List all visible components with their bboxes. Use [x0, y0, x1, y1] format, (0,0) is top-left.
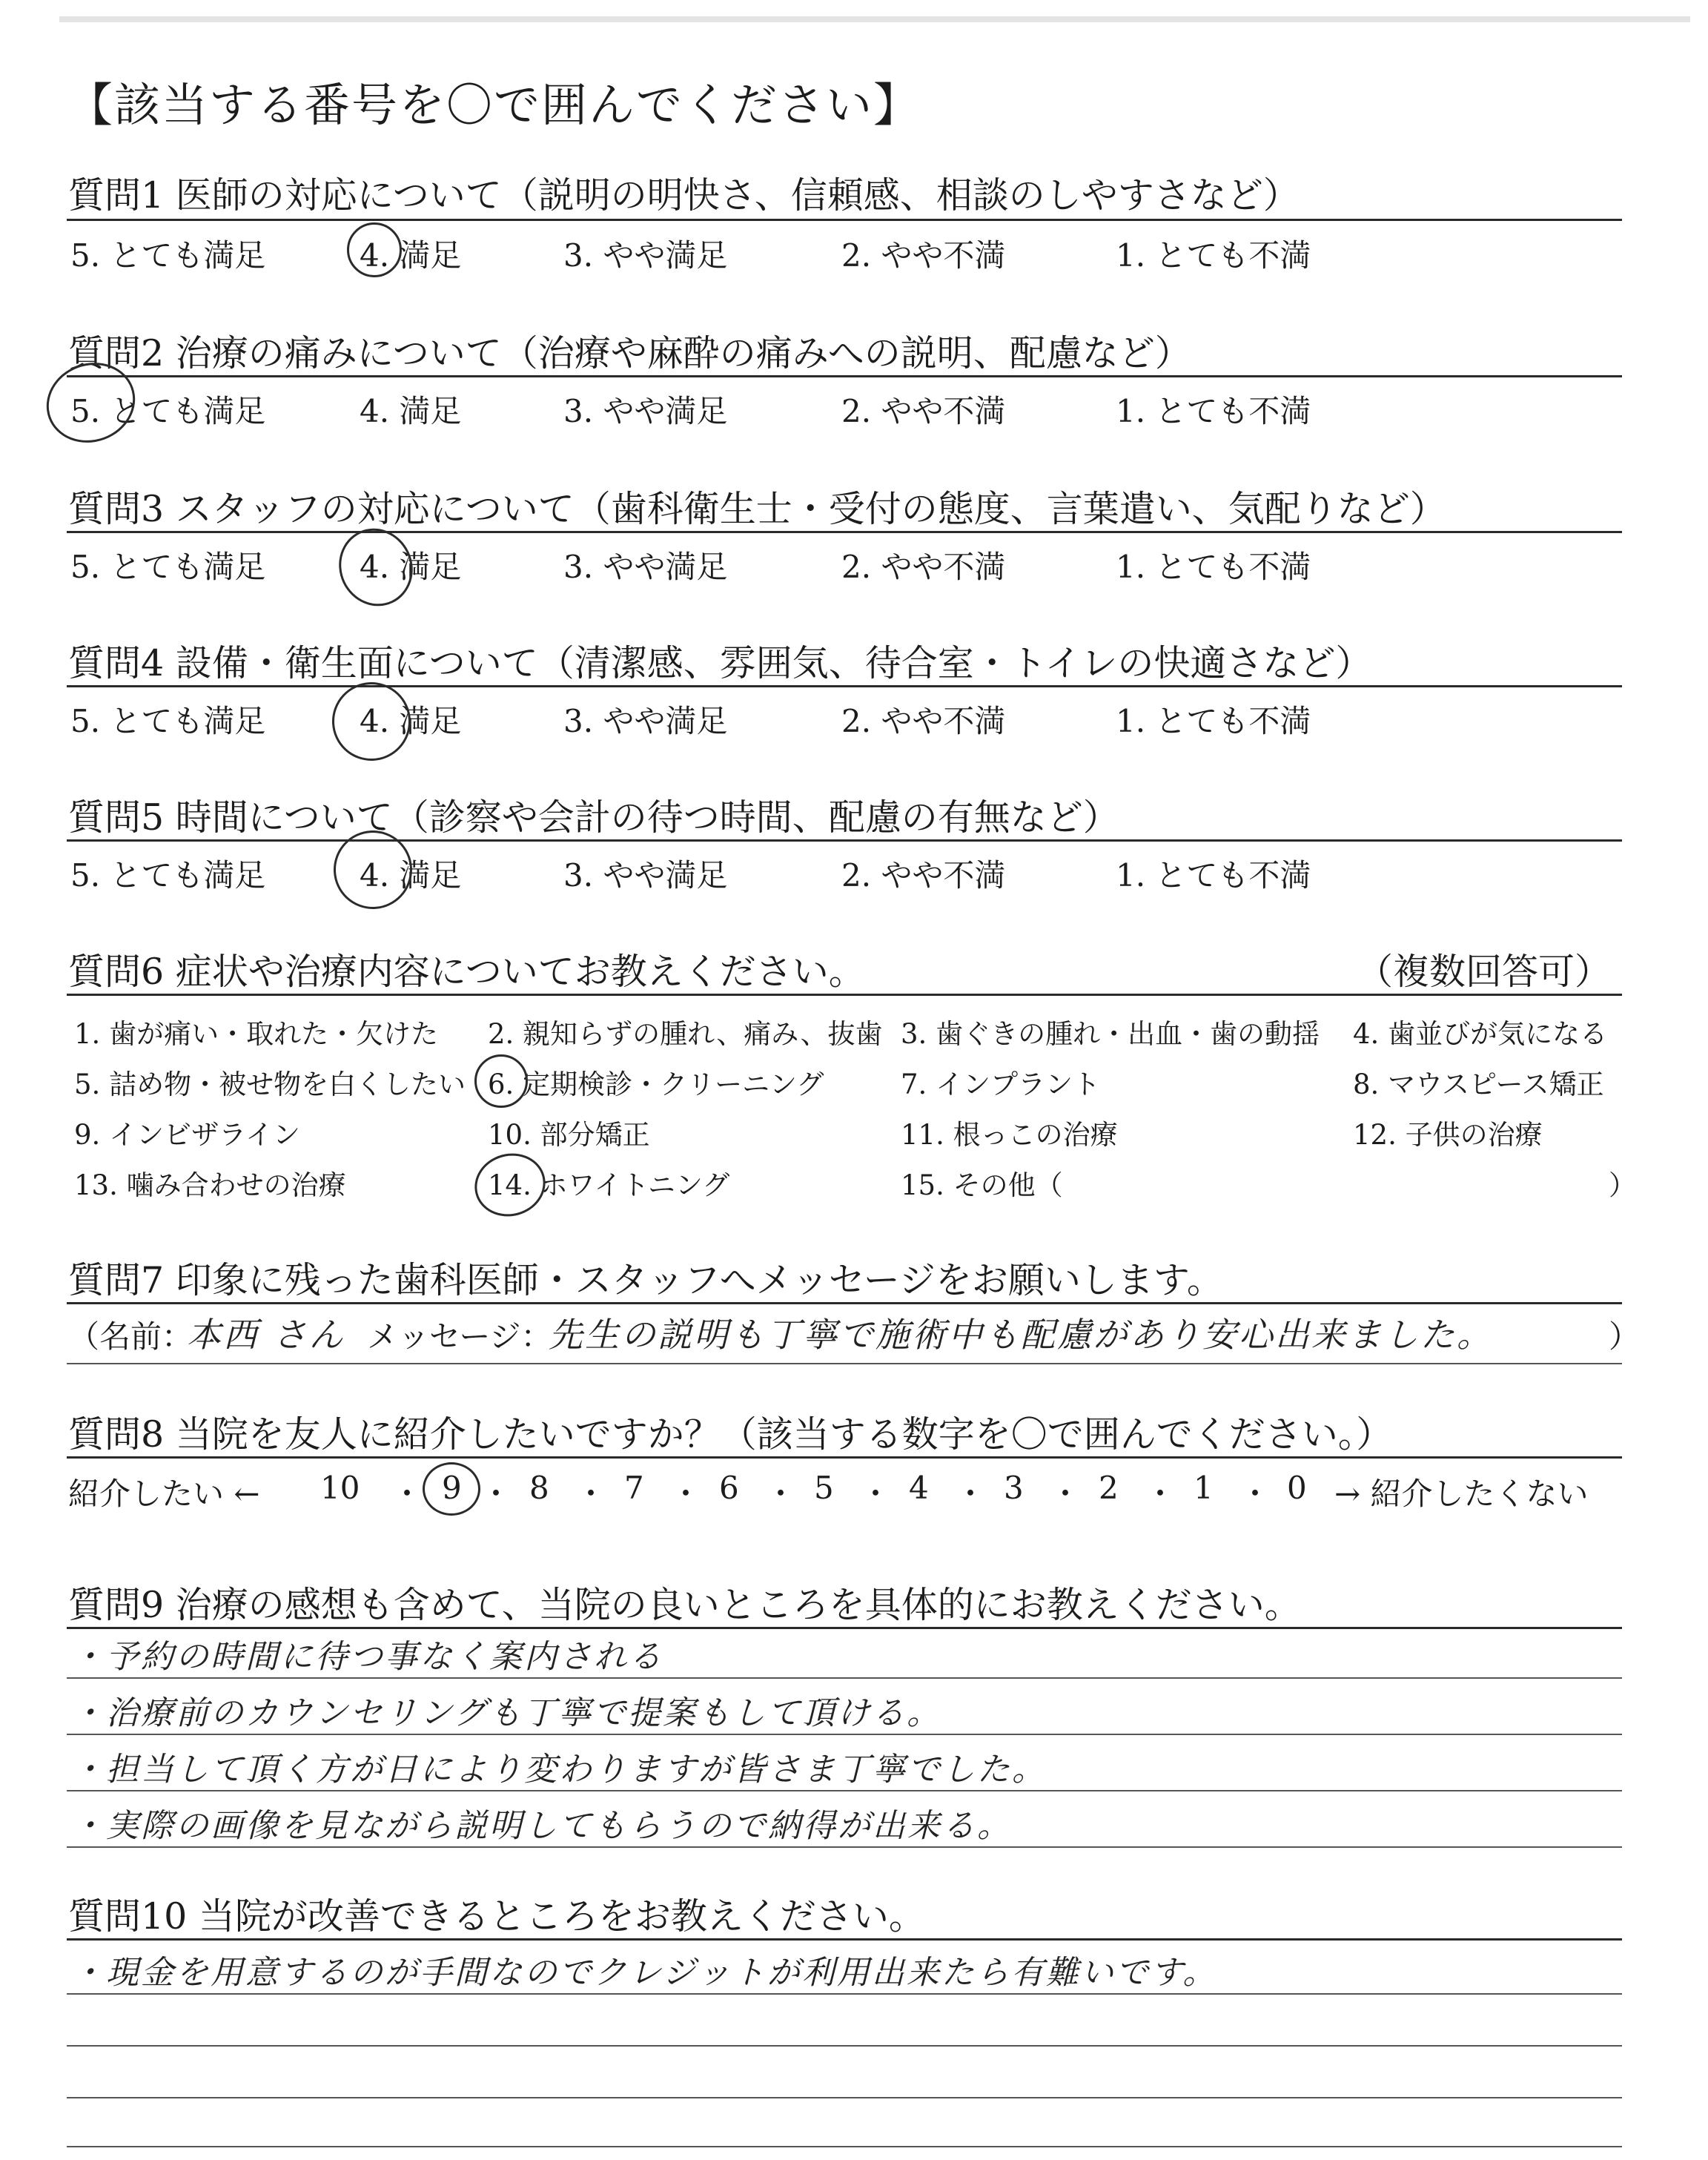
q9-line-3: [67, 1790, 1622, 1791]
q8-right-label: → 紹介したくない: [1334, 1476, 1589, 1512]
q8-dot: ・: [670, 1476, 702, 1512]
question-8-title: 質問8 当院を友人に紹介したいですか？（該当する数字を〇で囲んでください。）: [68, 1413, 1393, 1456]
question-3-rule: [67, 531, 1622, 533]
q8-dot: ・: [860, 1476, 892, 1512]
q6-option-3[interactable]: 3. 歯ぐきの腫れ・出血・歯の動揺: [901, 1018, 1320, 1050]
q6-option-1[interactable]: 1. 歯が痛い・取れた・欠けた: [74, 1018, 439, 1050]
q7-name-label: （名前：: [68, 1318, 193, 1355]
q6-option-8[interactable]: 8. マウスピース矯正: [1353, 1069, 1604, 1100]
q1-option-2[interactable]: 2. やや不満: [841, 237, 1006, 274]
q2-option-1[interactable]: 1. とても不満: [1116, 393, 1311, 429]
question-10-rule: [67, 1938, 1622, 1941]
q10-line-4: [67, 2146, 1622, 2147]
question-4-title: 質問4 設備・衛生面について（清潔感、雰囲気、待合室・トイレの快適さなど）: [68, 642, 1372, 684]
q1-answer-circle: [347, 222, 402, 277]
q4-option-3[interactable]: 3. やや満足: [563, 703, 728, 739]
q9-line-1: [67, 1677, 1622, 1679]
question-2-rule: [67, 375, 1622, 377]
q8-number-7[interactable]: 7: [624, 1470, 644, 1506]
q6-option-13[interactable]: 13. 噛み合わせの治療: [74, 1169, 346, 1201]
question-5-title: 質問5 時間について（診察や会計の待つ時間、配慮の有無など）: [68, 796, 1119, 839]
q6-answer-circle-14: [468, 1146, 552, 1224]
question-8-rule: [67, 1456, 1622, 1459]
q8-dot: ・: [765, 1476, 797, 1512]
q6-answer-circle-6: [474, 1054, 528, 1108]
q9-answer-line-1[interactable]: ・予約の時間に待つ事なく案内される: [71, 1638, 663, 1676]
q9-line-2: [67, 1734, 1622, 1735]
question-1-rule: [67, 219, 1622, 221]
q10-line-1: [67, 1993, 1622, 1995]
q2-option-4[interactable]: 4. 満足: [360, 393, 462, 429]
q1-option-5[interactable]: 5. とても満足: [70, 237, 266, 274]
q3-option-5[interactable]: 5. とても満足: [70, 549, 266, 585]
q7-message-value[interactable]: 先生の説明も丁寧で施術中も配慮があり安心出来ました。: [549, 1315, 1493, 1355]
q8-dot: ・: [955, 1476, 987, 1512]
q6-option-6[interactable]: 6. 定期検診・クリーニング: [488, 1069, 824, 1100]
q6-option-7[interactable]: 7. インプラント: [901, 1069, 1101, 1100]
q8-answer-circle: [423, 1462, 480, 1516]
form-header: 【該当する番号を〇で囲んでください】: [67, 78, 921, 132]
q6-option-15-close: ）: [1609, 1169, 1636, 1201]
q8-number-4[interactable]: 4: [909, 1470, 929, 1506]
q6-option-12[interactable]: 12. 子供の治療: [1353, 1119, 1543, 1151]
q8-left-label: 紹介したい ←: [68, 1476, 260, 1512]
q2-option-5[interactable]: 5. とても満足: [70, 393, 266, 429]
q8-number-1[interactable]: 1: [1194, 1470, 1214, 1506]
q5-option-5[interactable]: 5. とても満足: [70, 857, 266, 894]
q7-message-label: メッセージ：: [367, 1318, 552, 1355]
q10-line-3: [67, 2097, 1622, 2098]
q6-option-10[interactable]: 10. 部分矯正: [488, 1119, 650, 1151]
q6-option-2[interactable]: 2. 親知らずの腫れ、痛み、抜歯: [488, 1018, 883, 1050]
q4-option-2[interactable]: 2. やや不満: [841, 703, 1006, 739]
q8-dot: ・: [1239, 1476, 1271, 1512]
q4-option-5[interactable]: 5. とても満足: [70, 703, 266, 739]
question-3-title: 質問3 スタッフの対応について（歯科衛生士・受付の態度、言葉遣い、気配りなど）: [68, 488, 1446, 530]
q8-dot: ・: [1145, 1476, 1176, 1512]
q8-number-0[interactable]: 0: [1287, 1470, 1307, 1506]
question-7-title: 質問7 印象に残った歯科医師・スタッフへメッセージをお願いします。: [68, 1259, 1223, 1301]
question-10-title: 質問10 当院が改善できるところをお教えください。: [68, 1895, 925, 1938]
q8-number-3[interactable]: 3: [1004, 1470, 1024, 1506]
q8-dot: ・: [480, 1476, 512, 1512]
q5-option-2[interactable]: 2. やや不満: [841, 857, 1006, 894]
q8-number-2[interactable]: 2: [1099, 1470, 1119, 1506]
q9-answer-line-4[interactable]: ・実際の画像を見ながら説明してもらうので納得が出来る。: [71, 1807, 1012, 1845]
q6-option-15[interactable]: 15. その他（: [901, 1169, 1063, 1201]
q1-option-3[interactable]: 3. やや満足: [563, 237, 728, 274]
q8-number-10[interactable]: 10: [320, 1470, 360, 1506]
q1-option-4[interactable]: 4. 満足: [360, 237, 462, 274]
q2-option-3[interactable]: 3. やや満足: [563, 393, 728, 429]
question-9-rule: [67, 1627, 1622, 1629]
q8-number-8[interactable]: 8: [529, 1470, 549, 1506]
q5-option-1[interactable]: 1. とても不満: [1116, 857, 1311, 894]
q8-dot: ・: [1050, 1476, 1082, 1512]
q3-option-2[interactable]: 2. やや不満: [841, 549, 1006, 585]
q10-answer-line-1[interactable]: ・現金を用意するのが手間なのでクレジットが利用出来たら有難いです。: [71, 1954, 1218, 1992]
q7-name-value[interactable]: 本西 さん: [187, 1315, 345, 1355]
q5-option-3[interactable]: 3. やや満足: [563, 857, 728, 894]
scan-edge: [59, 16, 1690, 22]
question-9-title: 質問9 治療の感想も含めて、当院の良いところを具体的にお教えください。: [68, 1584, 1301, 1626]
q9-answer-line-3[interactable]: ・担当して頂く方が日により変わりますが皆さま丁寧でした。: [71, 1751, 1047, 1789]
q7-underline: [67, 1363, 1622, 1364]
q8-dot: ・: [575, 1476, 607, 1512]
q3-option-3[interactable]: 3. やや満足: [563, 549, 728, 585]
q8-dot: ・: [391, 1476, 423, 1512]
q9-answer-line-2[interactable]: ・治療前のカウンセリングも丁寧で提案もして頂ける。: [71, 1694, 942, 1732]
q6-option-5[interactable]: 5. 詰め物・被せ物を白くしたい: [74, 1069, 466, 1100]
q4-option-1[interactable]: 1. とても不満: [1116, 703, 1311, 739]
question-7-rule: [67, 1302, 1622, 1304]
q8-number-5[interactable]: 5: [814, 1470, 834, 1506]
q2-option-2[interactable]: 2. やや不満: [841, 393, 1006, 429]
question-6-title: 質問6 症状や治療内容についてお教えください。: [68, 951, 865, 993]
q8-number-9[interactable]: 9: [442, 1470, 462, 1506]
q3-option-4[interactable]: 4. 満足: [360, 549, 462, 585]
q7-close-paren: ）: [1609, 1318, 1641, 1355]
q1-option-1[interactable]: 1. とても不満: [1116, 237, 1311, 274]
question-4-rule: [67, 685, 1622, 687]
question-2-title: 質問2 治療の痛みについて（治療や麻酔の痛みへの説明、配慮など）: [68, 332, 1191, 374]
question-5-rule: [67, 839, 1622, 842]
q6-option-14[interactable]: 14. ホワイトニング: [488, 1169, 730, 1201]
q6-option-9[interactable]: 9. インビザライン: [74, 1119, 300, 1151]
q8-number-6[interactable]: 6: [719, 1470, 739, 1506]
q6-option-4[interactable]: 4. 歯並びが気になる: [1353, 1018, 1608, 1050]
q9-line-4: [67, 1846, 1622, 1848]
question-6-rule: [67, 994, 1622, 996]
question-1-title: 質問1 医師の対応について（説明の明快さ、信頼感、相談のしやすさなど）: [68, 174, 1300, 217]
q10-line-2: [67, 2045, 1622, 2047]
q5-option-4[interactable]: 4. 満足: [360, 857, 462, 894]
q6-option-11[interactable]: 11. 根っこの治療: [901, 1119, 1118, 1151]
question-6-note: （複数回答可）: [1357, 951, 1612, 993]
q4-option-4[interactable]: 4. 満足: [360, 703, 462, 739]
q3-option-1[interactable]: 1. とても不満: [1116, 549, 1311, 585]
